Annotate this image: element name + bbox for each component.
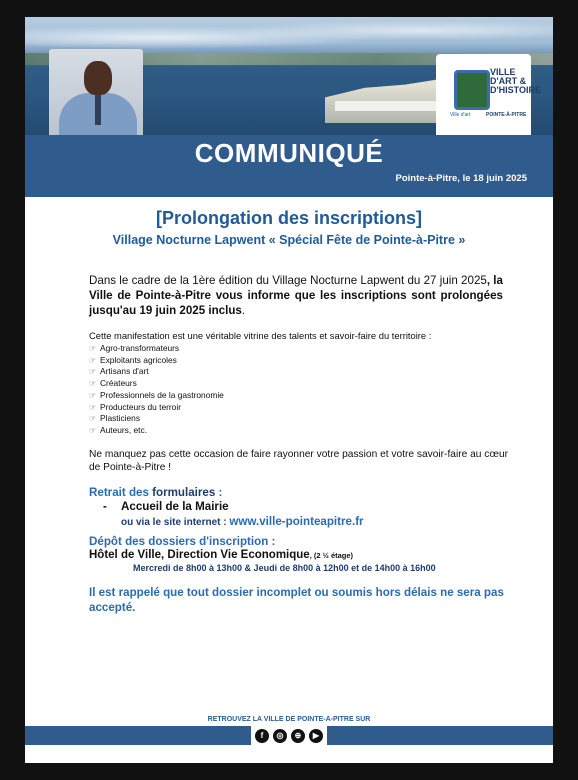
list-item-label: Auteurs, etc. <box>100 424 148 435</box>
youtube-icon[interactable]: ▶ <box>309 729 323 743</box>
pointing-hand-icon: ☞ <box>89 355 97 365</box>
pointing-hand-icon: ☞ <box>89 402 97 412</box>
list-item-label: Agro-transformateurs <box>100 343 180 353</box>
logo-line-1: VILLE <box>490 67 516 77</box>
sky <box>25 17 553 51</box>
page-title: COMMUNIQUÉ <box>194 138 384 168</box>
communique-page <box>25 17 553 763</box>
retrait-label-a: Retrait des <box>89 486 153 499</box>
facebook-icon[interactable]: f <box>255 729 269 743</box>
communique-date: Pointe-à-Pitre, le 18 juin 2025 <box>395 173 527 184</box>
announcement-title: [Prolongation des inscriptions] <box>155 208 422 228</box>
logo-line-3: D'HISTOIRE <box>490 85 541 95</box>
website-prefix: ou via le site internet : <box>121 517 230 528</box>
list-item-label: Exploitants agricoles <box>100 354 177 365</box>
logo-small-right: POINTE-À-PITRE <box>486 112 527 118</box>
retrait-label-c: : <box>215 486 223 499</box>
list-item <box>89 378 224 390</box>
city-seal-icon <box>454 70 490 110</box>
depot-heading: Dépôt des dossiers d'inscription : <box>89 535 276 548</box>
list-item <box>89 425 224 437</box>
retrait-website <box>121 515 364 528</box>
intro-text-1: Dans le cadre de la 1ère édition du Village Nocturne Lapwent du 27 juin 2025 <box>89 274 487 287</box>
announcement-subtitle: Village Nocturne Lapwent « Spécial Fête de Pointe-à-Pitre » <box>112 233 466 247</box>
retrait-heading <box>89 486 222 499</box>
logo-small-left: Ville d'art <box>450 112 471 118</box>
depot-place <box>89 549 353 561</box>
mayor-portrait <box>49 49 143 135</box>
social-links <box>251 726 327 745</box>
website-link[interactable]: www.ville-pointeapitre.fr <box>229 515 364 528</box>
list-item <box>89 413 224 425</box>
depot-place-label: Hôtel de Ville, Direction Vie Economique <box>89 549 310 561</box>
retrait-place-label: Accueil de la Mairie <box>121 500 229 513</box>
list-item-label: Producteurs du terroir <box>100 401 181 412</box>
city-logo <box>436 54 541 135</box>
pointing-hand-icon: ☞ <box>89 367 97 377</box>
list-item <box>89 366 224 378</box>
retrait-place <box>103 500 229 513</box>
pointing-hand-icon: ☞ <box>89 425 97 435</box>
intro-text-2: , la Ville de Pointe-à-Pitre vous informe que <box>89 274 503 302</box>
opening-hours: Mercredi de 8h00 à 13h00 & Jeudi de 8h00 à 12h00 et de 14h00 à 16h00 <box>133 563 436 573</box>
list-item <box>89 355 224 367</box>
portrait-head <box>84 61 112 95</box>
retrait-label-b: formulaires <box>152 486 216 499</box>
vitrine-text: Cette manifestation est une véritable vitrine des talents et savoir-faire du territoire : <box>89 330 432 341</box>
bullet-dash: - <box>103 500 107 513</box>
list-item-label: Créateurs <box>100 378 137 389</box>
intro-text-3: les inscriptions sont prolongées jusqu'au 19 juin 2025 inclus <box>89 289 503 317</box>
social-caption: RETROUVEZ LA VILLE DE POINTE-A-PITRE SUR <box>207 716 371 723</box>
list-item-label: Professionnels de la gastronomie <box>100 389 224 400</box>
reminder-text: Il est rappelé que tout dossier incomplet ou soumis hors délais ne sera pas accepté. <box>89 586 504 614</box>
categories-list <box>89 343 224 437</box>
instagram-icon[interactable]: ◎ <box>273 729 287 743</box>
list-item <box>89 402 224 414</box>
list-item-label: Artisans d'art <box>100 366 149 377</box>
pointing-hand-icon: ☞ <box>89 379 97 389</box>
list-item <box>89 390 224 402</box>
pointing-hand-icon: ☞ <box>89 344 97 353</box>
intro-text-4: . <box>241 304 246 317</box>
portrait-tie <box>95 95 101 125</box>
pointing-hand-icon: ☞ <box>89 414 97 424</box>
pointing-hand-icon: ☞ <box>89 390 97 400</box>
list-item <box>89 343 224 355</box>
header-banner-photo <box>25 17 553 135</box>
logo-label <box>490 67 541 95</box>
intro-paragraph <box>89 273 503 318</box>
list-item-label: Plasticiens <box>100 413 141 424</box>
logo-line-2: D'ART & <box>490 76 527 86</box>
web-icon[interactable]: ⊕ <box>291 729 305 743</box>
depot-floor: , (2 ½ étage) <box>309 551 354 560</box>
call-to-action-text: Ne manquez pas cette occasion de faire rayonner votre passion et votre savoir-faire au cœur de Pointe-à-Pitre ! <box>89 449 509 473</box>
